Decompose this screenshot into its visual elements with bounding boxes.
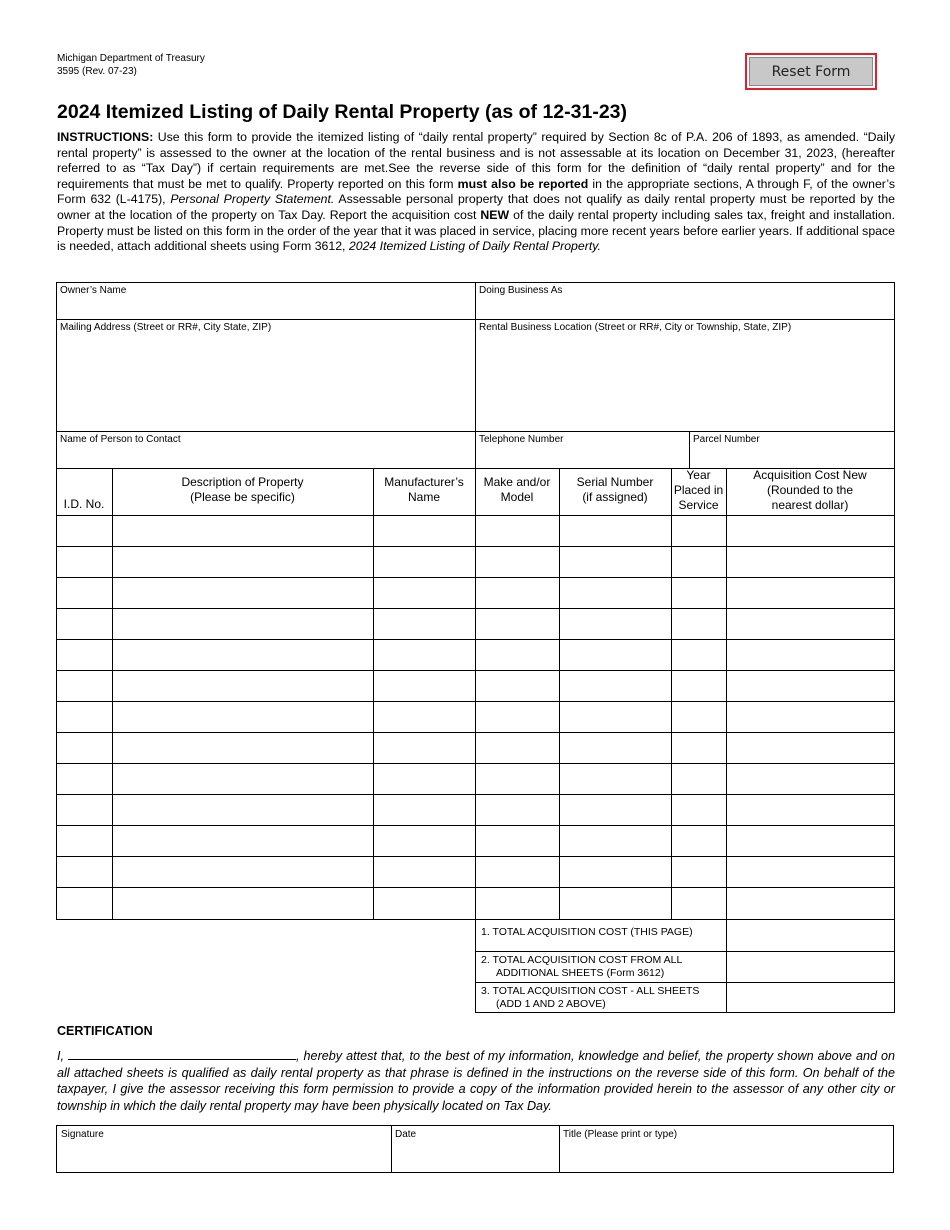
mailing-address-field[interactable] bbox=[56, 335, 475, 431]
cell-description[interactable] bbox=[112, 577, 373, 608]
cell-manufacturer[interactable] bbox=[373, 794, 475, 825]
telephone-field[interactable] bbox=[475, 447, 689, 468]
cell-make-model[interactable] bbox=[475, 546, 559, 577]
cell-year[interactable] bbox=[671, 732, 726, 763]
property-form-table bbox=[56, 282, 895, 1013]
cell-year[interactable] bbox=[671, 887, 726, 918]
cell-id[interactable] bbox=[56, 701, 112, 732]
certification-text: I, , hereby attest that, to the best of my information, knowledge and belief, the property shown above and on all attached sheets is qualified as daily rental property as that phrase is defined in the instructions on the reverse side of this form. On behalf of the taxpayer, I give the assessor receiving this form permission to provide a copy of the information provided herein to the assessor of any other city or township in which the daily rental property may have been physically located on Tax Day. bbox=[57, 1049, 895, 1113]
cell-manufacturer[interactable] bbox=[373, 639, 475, 670]
agency-name: Michigan Department of Treasury bbox=[57, 53, 205, 64]
cell-manufacturer[interactable] bbox=[373, 856, 475, 887]
cell-cost[interactable] bbox=[726, 732, 894, 763]
cell-description[interactable] bbox=[112, 763, 373, 794]
rental-location-field[interactable] bbox=[475, 335, 894, 431]
dba-field[interactable] bbox=[475, 298, 894, 319]
cell-id[interactable] bbox=[56, 887, 112, 918]
cell-id[interactable] bbox=[56, 856, 112, 887]
cell-year[interactable] bbox=[671, 639, 726, 670]
mailing-address-label: Mailing Address (Street or RR#, City State, ZIP) bbox=[60, 322, 272, 333]
certification-title: CERTIFICATION bbox=[57, 1024, 153, 1038]
cell-year[interactable] bbox=[671, 825, 726, 856]
cell-manufacturer[interactable] bbox=[373, 701, 475, 732]
cell-id[interactable] bbox=[56, 670, 112, 701]
total-line-2-field[interactable] bbox=[726, 951, 894, 982]
date-field[interactable] bbox=[391, 1142, 559, 1172]
cell-id[interactable] bbox=[56, 608, 112, 639]
cell-description[interactable] bbox=[112, 794, 373, 825]
cell-make-model[interactable] bbox=[475, 608, 559, 639]
parcel-field[interactable] bbox=[689, 447, 894, 468]
cell-make-model[interactable] bbox=[475, 577, 559, 608]
total-line-1: 1. TOTAL ACQUISITION COST (THIS PAGE) bbox=[481, 926, 693, 938]
cell-serial[interactable] bbox=[559, 763, 671, 794]
signature-cell bbox=[57, 1126, 391, 1172]
instructions-lead: INSTRUCTIONS: bbox=[57, 130, 154, 144]
col-header-cost: Acquisition Cost New (Rounded to the nearest dollar) bbox=[753, 467, 867, 512]
total-line-2: 2. TOTAL ACQUISITION COST FROM ALL ADDITIONAL SHEETS (Form 3612) bbox=[481, 954, 683, 979]
signature-table bbox=[56, 1125, 894, 1173]
cell-make-model[interactable] bbox=[475, 856, 559, 887]
certifier-name-field[interactable] bbox=[68, 1048, 296, 1060]
owners-name-label: Owner’s Name bbox=[60, 285, 127, 296]
cell-serial[interactable] bbox=[559, 608, 671, 639]
cell-cost[interactable] bbox=[726, 546, 894, 577]
cell-cost[interactable] bbox=[726, 856, 894, 887]
cell-manufacturer[interactable] bbox=[373, 732, 475, 763]
cell-year[interactable] bbox=[671, 763, 726, 794]
cell-description[interactable] bbox=[112, 639, 373, 670]
telephone-cell bbox=[475, 431, 689, 468]
cell-make-model[interactable] bbox=[475, 887, 559, 918]
date-cell bbox=[391, 1126, 559, 1172]
cell-cost[interactable] bbox=[726, 701, 894, 732]
cell-make-model[interactable] bbox=[475, 639, 559, 670]
cell-year[interactable] bbox=[671, 794, 726, 825]
dba-label: Doing Business As bbox=[479, 285, 563, 296]
cell-serial[interactable] bbox=[559, 732, 671, 763]
cell-year[interactable] bbox=[671, 701, 726, 732]
cell-year[interactable] bbox=[671, 856, 726, 887]
dba-cell bbox=[475, 282, 894, 319]
cell-year[interactable] bbox=[671, 577, 726, 608]
col-header-make-model: Make and/or Model bbox=[483, 475, 551, 504]
cell-description[interactable] bbox=[112, 856, 373, 887]
cell-cost[interactable] bbox=[726, 825, 894, 856]
cell-cost[interactable] bbox=[726, 608, 894, 639]
cell-id[interactable] bbox=[56, 546, 112, 577]
instructions: INSTRUCTIONS: Use this form to provide the itemized listing of “daily rental property” required by Section 8c of P.A. 206 of 1893, as amended. “Daily rental property” is assessed to the owner at the location of the rental business and is not assessable at its location on December 31, 2023, (hereafter referred to as “Tax Day”) if certain requirements are met.See the reverse side of this form for the definition of “daily rental property” and for the requirements that must be met to qualify. Property reported on this form must also be reported in the appropriate sections, A through F, of the owner’s Form 632 (L-4175), Personal Property Statement. Assessable personal property that does not qualify as daily rental property must be reported by the owner at the location of the property on Tax Day. Report the acquisition cost NEW of the daily rental property including sales tax, freight and installation. Property must be listed on this form in the order of the year that it was placed in service, placing more recent years before earlier years. If additional space is needed, attach additional sheets using Form 3612, 2024 Itemized Listing of Daily Rental Property. bbox=[57, 130, 896, 254]
telephone-label: Telephone Number bbox=[479, 434, 564, 445]
total-line-3: 3. TOTAL ACQUISITION COST - ALL SHEETS (ADD 1 AND 2 ABOVE) bbox=[481, 985, 700, 1010]
cell-manufacturer[interactable] bbox=[373, 577, 475, 608]
col-header-year: Year Placed in Service bbox=[673, 467, 724, 512]
owners-name-cell bbox=[56, 282, 475, 319]
cell-description[interactable] bbox=[112, 825, 373, 856]
rental-location-label: Rental Business Location (Street or RR#, City or Township, State, ZIP) bbox=[479, 322, 792, 333]
col-header-manufacturer: Manufacturer’s Name bbox=[384, 475, 464, 504]
date-label: Date bbox=[395, 1129, 417, 1140]
cell-manufacturer[interactable] bbox=[373, 515, 475, 546]
cell-serial[interactable] bbox=[559, 670, 671, 701]
cell-description[interactable] bbox=[112, 701, 373, 732]
parcel-label: Parcel Number bbox=[693, 434, 760, 445]
cell-year[interactable] bbox=[671, 608, 726, 639]
cell-cost[interactable] bbox=[726, 515, 894, 546]
cell-description[interactable] bbox=[112, 887, 373, 918]
mailing-address-cell bbox=[56, 319, 475, 431]
cell-make-model[interactable] bbox=[475, 515, 559, 546]
cell-serial[interactable] bbox=[559, 794, 671, 825]
cell-make-model[interactable] bbox=[475, 732, 559, 763]
cell-id[interactable] bbox=[56, 794, 112, 825]
contact-cell bbox=[56, 431, 475, 468]
cell-year[interactable] bbox=[671, 670, 726, 701]
cell-id[interactable] bbox=[56, 825, 112, 856]
cell-manufacturer[interactable] bbox=[373, 825, 475, 856]
reset-button-frame bbox=[745, 53, 877, 90]
cell-manufacturer[interactable] bbox=[373, 670, 475, 701]
cell-id[interactable] bbox=[56, 763, 112, 794]
cell-cost[interactable] bbox=[726, 639, 894, 670]
cell-serial[interactable] bbox=[559, 825, 671, 856]
cell-manufacturer[interactable] bbox=[373, 546, 475, 577]
cell-id[interactable] bbox=[56, 577, 112, 608]
col-header-description: Description of Property (Please be specific) bbox=[181, 475, 304, 504]
cell-cost[interactable] bbox=[726, 670, 894, 701]
contact-label: Name of Person to Contact bbox=[60, 434, 181, 445]
cell-id[interactable] bbox=[56, 732, 112, 763]
cell-description[interactable] bbox=[112, 732, 373, 763]
reset-form-button[interactable]: Reset Form bbox=[749, 57, 873, 86]
cell-cost[interactable] bbox=[726, 794, 894, 825]
total-line-3-field[interactable] bbox=[726, 982, 894, 1013]
cell-description[interactable] bbox=[112, 608, 373, 639]
cell-serial[interactable] bbox=[559, 639, 671, 670]
cell-make-model[interactable] bbox=[475, 794, 559, 825]
cell-manufacturer[interactable] bbox=[373, 608, 475, 639]
cell-make-model[interactable] bbox=[475, 701, 559, 732]
total-line-1-field[interactable] bbox=[726, 920, 894, 951]
title-label: Title (Please print or type) bbox=[563, 1129, 678, 1140]
cell-make-model[interactable] bbox=[475, 825, 559, 856]
owners-name-field[interactable] bbox=[56, 298, 475, 319]
cell-serial[interactable] bbox=[559, 856, 671, 887]
cell-serial[interactable] bbox=[559, 546, 671, 577]
parcel-cell bbox=[689, 431, 894, 468]
cell-serial[interactable] bbox=[559, 515, 671, 546]
cell-description[interactable] bbox=[112, 546, 373, 577]
page-title: 2024 Itemized Listing of Daily Rental Property (as of 12-31-23) bbox=[57, 101, 628, 123]
cell-cost[interactable] bbox=[726, 887, 894, 918]
agency-block bbox=[57, 53, 205, 78]
title-field[interactable] bbox=[559, 1142, 893, 1172]
cell-year[interactable] bbox=[671, 515, 726, 546]
rental-location-cell bbox=[475, 319, 894, 431]
cell-serial[interactable] bbox=[559, 701, 671, 732]
title-cell bbox=[559, 1126, 893, 1172]
contact-field[interactable] bbox=[56, 447, 475, 468]
signature-label: Signature bbox=[61, 1129, 104, 1140]
cell-serial[interactable] bbox=[559, 577, 671, 608]
cell-cost[interactable] bbox=[726, 577, 894, 608]
cell-id[interactable] bbox=[56, 639, 112, 670]
signature-field[interactable] bbox=[57, 1142, 391, 1172]
cell-make-model[interactable] bbox=[475, 670, 559, 701]
cell-id[interactable] bbox=[56, 515, 112, 546]
cell-serial[interactable] bbox=[559, 887, 671, 918]
cell-cost[interactable] bbox=[726, 763, 894, 794]
cell-year[interactable] bbox=[671, 546, 726, 577]
col-header-id: I.D. No. bbox=[63, 497, 105, 511]
form-number: 3595 (Rev. 07-23) bbox=[57, 65, 137, 77]
cell-description[interactable] bbox=[112, 515, 373, 546]
cell-manufacturer[interactable] bbox=[373, 763, 475, 794]
cell-description[interactable] bbox=[112, 670, 373, 701]
cell-manufacturer[interactable] bbox=[373, 887, 475, 918]
col-header-serial: Serial Number (if assigned) bbox=[576, 475, 654, 504]
cell-make-model[interactable] bbox=[475, 763, 559, 794]
